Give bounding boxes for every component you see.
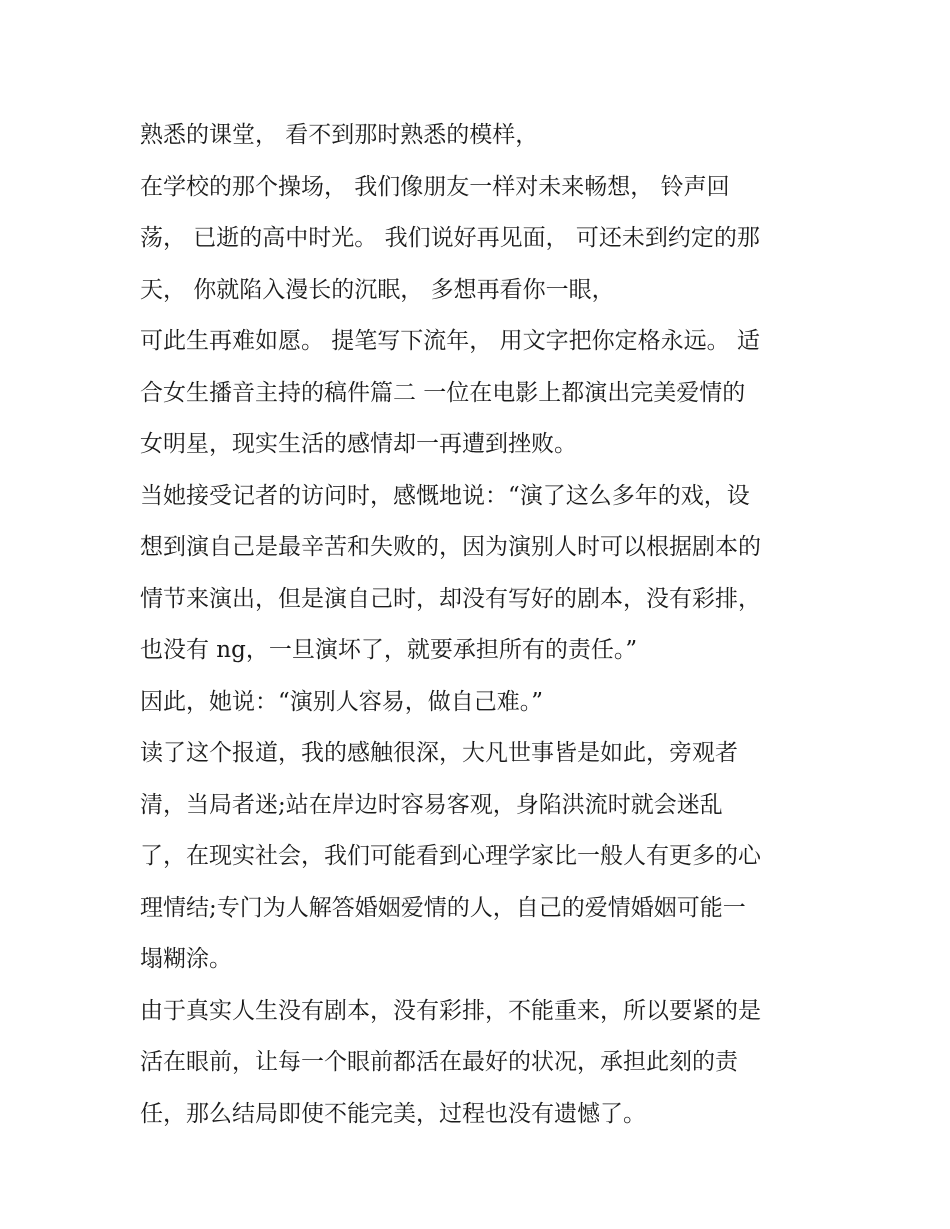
text-line: 清，当局者迷;站在岸边时容易客观，身陷洪流时就会迷乱 bbox=[140, 791, 723, 818]
text-line: 情节来演出，但是演自己时，却没有写好的剧本，没有彩排， bbox=[140, 585, 761, 612]
text-line: 任，那么结局即使不能完美，过程也没有遗憾了。 bbox=[140, 1100, 646, 1127]
text-line: 了，在现实社会，我们可能看到心理学家比一般人有更多的心 bbox=[140, 843, 761, 869]
text-line: 想到演自己是最辛苦和失败的，因为演别人时可以根据剧本的 bbox=[140, 534, 761, 560]
text-line: 女明星，现实生活的感情却一再遭到挫败。 bbox=[140, 431, 577, 457]
text-line: 由于真实人生没有剧本，没有彩排，不能重来，所以要紧的是 bbox=[140, 997, 761, 1024]
text-line: 天， 你就陷入漫长的沉眠， 多想再看你一眼， bbox=[140, 276, 615, 303]
text-line: 在学校的那个操场， 我们像朋友一样对未来畅想， 铃声回 bbox=[140, 173, 730, 200]
text-line: 也没有 ng，一旦演坏了，就要承担所有的责任。” bbox=[140, 637, 638, 663]
text-line: 荡， 已逝的高中时光。 我们说好再见面， 可还未到约定的那 bbox=[140, 225, 760, 251]
text-line: 当她接受记者的访问时，感慨地说：“演了这么多年的戏，设 bbox=[140, 482, 750, 509]
text-line: 读了这个报道，我的感触很深，大凡世事皆是如此，旁观者 bbox=[140, 740, 738, 766]
text-line: 熟悉的课堂， 看不到那时熟悉的模样， bbox=[140, 122, 539, 148]
text-line: 塌糊涂。 bbox=[140, 946, 232, 972]
text-line: 理情结;专门为人解答婚姻爱情的人，自己的爱情婚姻可能一 bbox=[140, 894, 746, 921]
body-text bbox=[140, 110, 820, 1140]
text-line: 合女生播音主持的稿件篇二 一位在电影上都演出完美爱情的 bbox=[140, 379, 746, 406]
text-line: 因此，她说：“演别人容易，做自己难。” bbox=[140, 688, 544, 715]
text-line: 活在眼前，让每一个眼前都活在最好的状况，承担此刻的责 bbox=[140, 1049, 738, 1075]
text-line: 可此生再难如愿。 提笔写下流年， 用文字把你定格永远。 适 bbox=[140, 328, 760, 354]
